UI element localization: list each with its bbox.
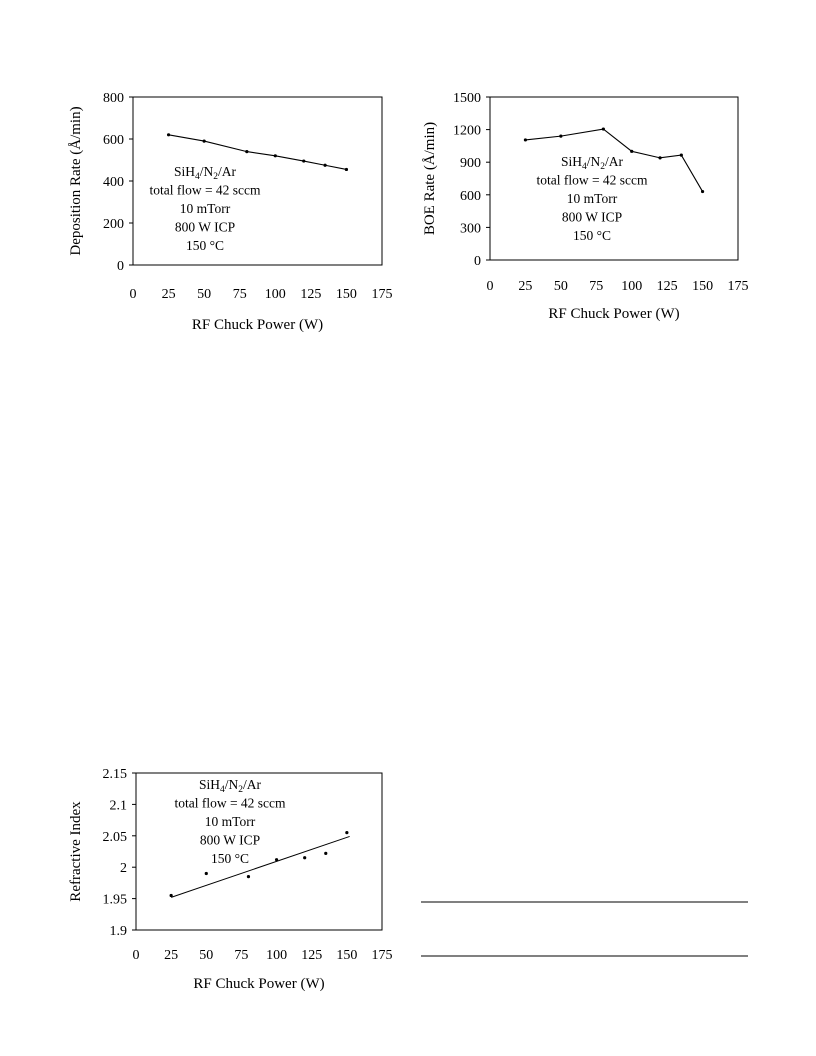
data-point xyxy=(630,150,633,153)
annotation-line4: 150 °C xyxy=(185,238,225,253)
data-point xyxy=(324,852,327,855)
y-tick-label: 0 xyxy=(474,254,481,269)
trend-line xyxy=(171,836,350,897)
data-point xyxy=(658,156,661,159)
x-tick-label: 0 xyxy=(486,279,494,294)
x-tick-label: 175 xyxy=(727,279,749,294)
annotation-chemistry: $SiH_4/N_2/Ar$ xyxy=(198,777,262,795)
x-tick-label: 75 xyxy=(234,948,249,963)
x-tick-label: 150 xyxy=(336,948,358,963)
data-point xyxy=(302,159,305,162)
data-point xyxy=(303,856,306,859)
data-point xyxy=(203,140,206,143)
annotation-line2: 10 mTorr xyxy=(566,191,618,206)
y-tick-label: 1500 xyxy=(453,91,481,106)
y-tick-label: 2.1 xyxy=(109,798,127,814)
x-tick-label: 150 xyxy=(335,287,357,302)
y-tick-label: 800 xyxy=(103,91,124,106)
x-axis-label: RF Chuck Power (W) xyxy=(193,976,325,992)
x-tick-label: 25 xyxy=(164,948,179,963)
annotation-line1: total flow = 42 sccm xyxy=(536,172,648,188)
plot-area-frame xyxy=(133,97,382,265)
data-point xyxy=(701,190,704,193)
y-tick-label: 600 xyxy=(103,133,124,148)
x-tick-label: 100 xyxy=(266,948,288,963)
data-point xyxy=(274,154,277,157)
x-tick-label: 25 xyxy=(161,287,176,302)
data-point xyxy=(559,135,562,138)
y-tick-label: 2.05 xyxy=(102,829,127,845)
y-axis-label: Deposition Rate (Å/min) xyxy=(68,106,84,256)
x-tick-label: 150 xyxy=(692,279,714,294)
x-tick-label: 25 xyxy=(518,279,533,294)
annotation-line2: 10 mTorr xyxy=(204,814,256,829)
y-tick-label: 300 xyxy=(460,221,481,237)
data-point xyxy=(345,831,348,834)
y-tick-label: 2.15 xyxy=(102,767,127,782)
x-tick-label: 50 xyxy=(553,279,568,294)
x-tick-label: 75 xyxy=(232,287,247,302)
x-tick-label: 125 xyxy=(656,279,678,294)
x-tick-label: 125 xyxy=(300,287,322,302)
annotation-line1: total flow = 42 sccm xyxy=(149,182,261,198)
chart-3 xyxy=(68,767,393,992)
y-tick-label: 0 xyxy=(117,259,124,274)
y-tick-label: 400 xyxy=(103,175,124,190)
x-tick-label: 75 xyxy=(589,279,604,294)
x-axis-label: RF Chuck Power (W) xyxy=(548,306,680,322)
annotation-line1: total flow = 42 sccm xyxy=(174,795,286,811)
data-point xyxy=(205,872,208,875)
y-tick-label: 200 xyxy=(103,217,124,232)
chart-1 xyxy=(68,91,393,333)
x-tick-label: 0 xyxy=(132,948,140,963)
annotation-chemistry: $SiH_4/N_2/Ar$ xyxy=(560,154,624,172)
y-tick-label: 2 xyxy=(120,861,127,877)
data-point xyxy=(167,133,170,136)
x-tick-label: 125 xyxy=(301,948,323,963)
x-tick-label: 0 xyxy=(129,287,137,302)
data-point xyxy=(680,154,683,157)
annotation-line4: 150 °C xyxy=(210,851,250,866)
y-tick-label: 1.95 xyxy=(102,892,127,908)
chart-2 xyxy=(422,91,749,322)
x-tick-label: 100 xyxy=(621,279,643,294)
annotation-line3: 800 W ICP xyxy=(561,209,623,225)
x-tick-label: 175 xyxy=(371,948,393,963)
y-axis-label: BOE Rate (Å/min) xyxy=(422,121,438,236)
y-tick-label: 1200 xyxy=(453,123,481,139)
annotation-line3: 800 W ICP xyxy=(199,832,261,848)
x-tick-label: 100 xyxy=(264,287,286,302)
series-line xyxy=(169,135,347,170)
data-point xyxy=(345,168,348,171)
data-point xyxy=(247,875,250,878)
x-tick-label: 175 xyxy=(371,287,393,302)
x-tick-label: 50 xyxy=(197,287,212,302)
data-point xyxy=(524,138,527,141)
y-tick-label: 600 xyxy=(460,188,481,204)
data-point xyxy=(245,150,248,153)
annotation-line4: 150 °C xyxy=(572,228,612,243)
annotation-chemistry: $SiH_4/N_2/Ar$ xyxy=(173,164,237,182)
annotation-line3: 800 W ICP xyxy=(174,219,236,235)
data-point xyxy=(323,164,326,167)
y-axis-label: Refractive Index xyxy=(68,801,84,902)
y-tick-label: 900 xyxy=(460,156,481,172)
annotation-line2: 10 mTorr xyxy=(179,201,231,216)
y-tick-label: 1.9 xyxy=(109,924,127,939)
x-axis-label: RF Chuck Power (W) xyxy=(191,317,324,333)
x-tick-label: 50 xyxy=(199,948,214,963)
data-point xyxy=(602,127,605,130)
